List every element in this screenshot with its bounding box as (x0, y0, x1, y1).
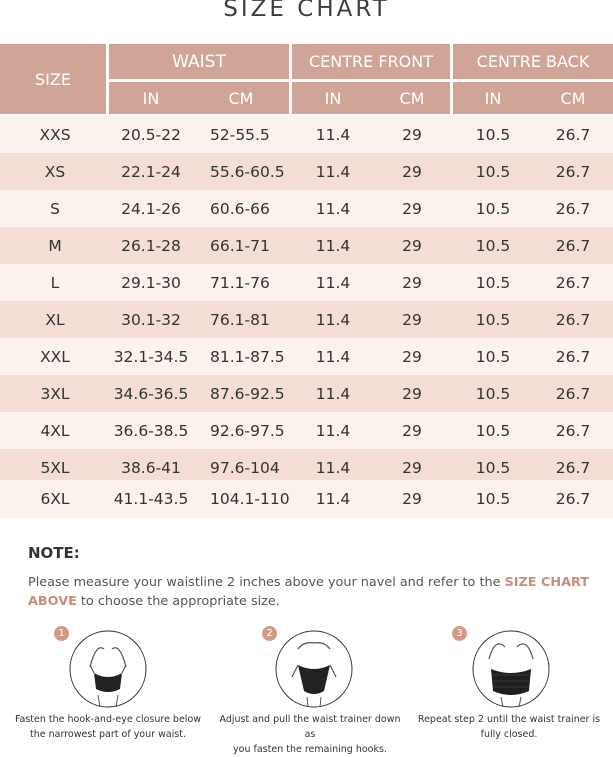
step-2-illustration-icon (274, 629, 354, 709)
cell-back-in: 10.5 (475, 162, 511, 181)
table-row (0, 153, 613, 190)
cell-waist-in: 24.1-26 (121, 199, 181, 218)
table-row (0, 375, 613, 412)
note-text (28, 573, 593, 611)
header-front-cm (374, 82, 450, 114)
cell-size: XXL (40, 347, 70, 366)
cell-front-cm: 29 (402, 125, 422, 144)
cell-waist-in: 36.6-38.5 (113, 421, 189, 440)
cell-front-in: 11.4 (315, 199, 351, 218)
cell-back-cm: 26.7 (555, 273, 591, 292)
step-1-caption (13, 712, 203, 742)
cell-back-cm: 26.7 (555, 199, 591, 218)
cell-front-in: 11.4 (315, 384, 351, 403)
cell-front-in: 11.4 (315, 125, 351, 144)
cell-waist-in: 38.6-41 (121, 458, 181, 477)
cell-back-in: 10.5 (475, 490, 511, 508)
step-number-badge: 2 (262, 626, 277, 641)
cell-back-cm: 26.7 (555, 458, 591, 477)
cell-front-cm: 29 (402, 236, 422, 255)
cell-back-in: 10.5 (475, 421, 511, 440)
cell-back-cm: 26.7 (555, 236, 591, 255)
cell-back-cm: 26.7 (555, 384, 591, 403)
page-title: SIZE CHART (223, 0, 390, 22)
cell-size: XL (45, 310, 65, 329)
cell-back-cm: 26.7 (555, 310, 591, 329)
cell-back-in: 10.5 (475, 125, 511, 144)
note-highlight: SIZE CHART ABOVE (28, 575, 589, 609)
header-centre-back (453, 44, 613, 79)
note-text-after: to choose the appropriate size. (76, 594, 280, 609)
cell-back-in: 10.5 (475, 236, 511, 255)
cell-front-in: 11.4 (315, 347, 351, 366)
cell-back-in: 10.5 (475, 347, 511, 366)
cell-waist-in: 34.6-36.5 (113, 384, 189, 403)
header-size (0, 44, 106, 114)
cell-back-cm: 26.7 (555, 421, 591, 440)
cell-front-cm: 29 (402, 421, 422, 440)
cell-waist-cm: 76.1-81 (210, 310, 270, 329)
cell-size: 3XL (40, 384, 70, 403)
cell-front-cm: 29 (402, 162, 422, 181)
cell-waist-cm: 92.6-97.5 (210, 421, 285, 440)
cell-waist-cm: 55.6-60.5 (210, 162, 285, 181)
table-row (0, 227, 613, 264)
table-row (0, 264, 613, 301)
cell-front-in: 11.4 (315, 310, 351, 329)
caption-line: Fasten the hook-and-eye closure below (14, 714, 202, 725)
cell-waist-cm: 66.1-71 (210, 236, 270, 255)
table-row (0, 116, 613, 153)
cell-size: 5XL (40, 458, 70, 477)
unit-label: CM (560, 88, 586, 108)
cell-front-cm: 29 (402, 310, 422, 329)
cell-back-cm: 26.7 (555, 347, 591, 366)
cell-waist-cm: 52-55.5 (210, 125, 270, 144)
cell-front-in: 11.4 (315, 162, 351, 181)
cell-back-cm: 26.7 (555, 162, 591, 181)
cell-waist-cm: 104.1-110 (210, 490, 290, 508)
step-number-badge: 1 (54, 626, 69, 641)
cell-front-cm: 29 (402, 384, 422, 403)
table-row (0, 480, 613, 518)
cell-front-cm: 29 (402, 347, 422, 366)
table-row (0, 412, 613, 449)
cell-waist-in: 20.5-22 (121, 125, 181, 144)
cell-back-in: 10.5 (475, 199, 511, 218)
cell-waist-in: 29.1-30 (121, 273, 181, 292)
caption-line: Adjust and pull the waist trainer down as (219, 714, 401, 740)
cell-waist-in: 30.1-32 (121, 310, 181, 329)
header-centre-front-label: CENTRE FRONT (309, 52, 433, 71)
cell-size: 6XL (40, 490, 70, 508)
header-waist-label: WAIST (172, 51, 226, 72)
cell-back-cm: 26.7 (555, 125, 591, 144)
cell-waist-in: 32.1-34.5 (113, 347, 189, 366)
caption-line: you fasten the remaining hooks. (233, 744, 387, 755)
step-3-illustration-icon (471, 629, 551, 709)
unit-label: IN (142, 88, 160, 108)
caption-line: fully closed. (480, 729, 538, 740)
cell-waist-cm: 60.6-66 (210, 199, 270, 218)
header-centre-front (292, 44, 450, 79)
cell-waist-in: 41.1-43.5 (113, 490, 189, 508)
header-back-in (453, 82, 533, 114)
cell-front-cm: 29 (402, 199, 422, 218)
cell-waist-in: 22.1-24 (121, 162, 181, 181)
header-size-label: SIZE (35, 69, 71, 89)
header-front-in (292, 82, 374, 114)
table-row (0, 301, 613, 338)
cell-front-in: 11.4 (315, 273, 351, 292)
step-number-badge: 3 (452, 626, 467, 641)
unit-label: CM (228, 88, 254, 108)
cell-front-cm: 29 (402, 490, 422, 508)
cell-waist-cm: 71.1-76 (210, 273, 270, 292)
cell-size: XXS (39, 125, 71, 144)
cell-back-in: 10.5 (475, 273, 511, 292)
header-waist (109, 44, 289, 79)
cell-size: 4XL (40, 421, 70, 440)
header-waist-in (109, 82, 193, 114)
step-3-caption (414, 712, 604, 742)
cell-back-in: 10.5 (475, 384, 511, 403)
step-1-illustration-icon (68, 629, 148, 709)
cell-waist-in: 26.1-28 (121, 236, 181, 255)
cell-front-in: 11.4 (315, 458, 351, 477)
table-row (0, 338, 613, 375)
cell-front-cm: 29 (402, 273, 422, 292)
table-row (0, 190, 613, 227)
cell-front-cm: 29 (402, 458, 422, 477)
header-centre-back-label: CENTRE BACK (476, 52, 590, 71)
unit-label: IN (324, 88, 342, 108)
unit-label: CM (399, 88, 425, 108)
step-2-caption (215, 712, 405, 757)
cell-size: XS (44, 162, 66, 181)
header-waist-cm (193, 82, 289, 114)
caption-line: Repeat step 2 until the waist trainer is (417, 714, 601, 725)
header-back-cm (533, 82, 613, 114)
cell-back-cm: 26.7 (555, 490, 591, 508)
cell-size: S (50, 199, 60, 218)
cell-waist-cm: 87.6-92.5 (210, 384, 285, 403)
cell-back-in: 10.5 (475, 310, 511, 329)
cell-back-in: 10.5 (475, 458, 511, 477)
cell-front-in: 11.4 (315, 421, 351, 440)
caption-line: the narrowest part of your waist. (30, 729, 186, 740)
cell-front-in: 11.4 (315, 490, 351, 508)
cell-waist-cm: 97.6-104 (210, 458, 280, 477)
cell-front-in: 11.4 (315, 236, 351, 255)
cell-size: L (50, 273, 60, 292)
note-text-before: Please measure your waistline 2 inches above your navel and refer to the (28, 575, 505, 590)
cell-size: M (48, 236, 62, 255)
cell-waist-cm: 81.1-87.5 (210, 347, 285, 366)
note-title: NOTE: (28, 544, 80, 562)
unit-label: IN (484, 88, 502, 108)
